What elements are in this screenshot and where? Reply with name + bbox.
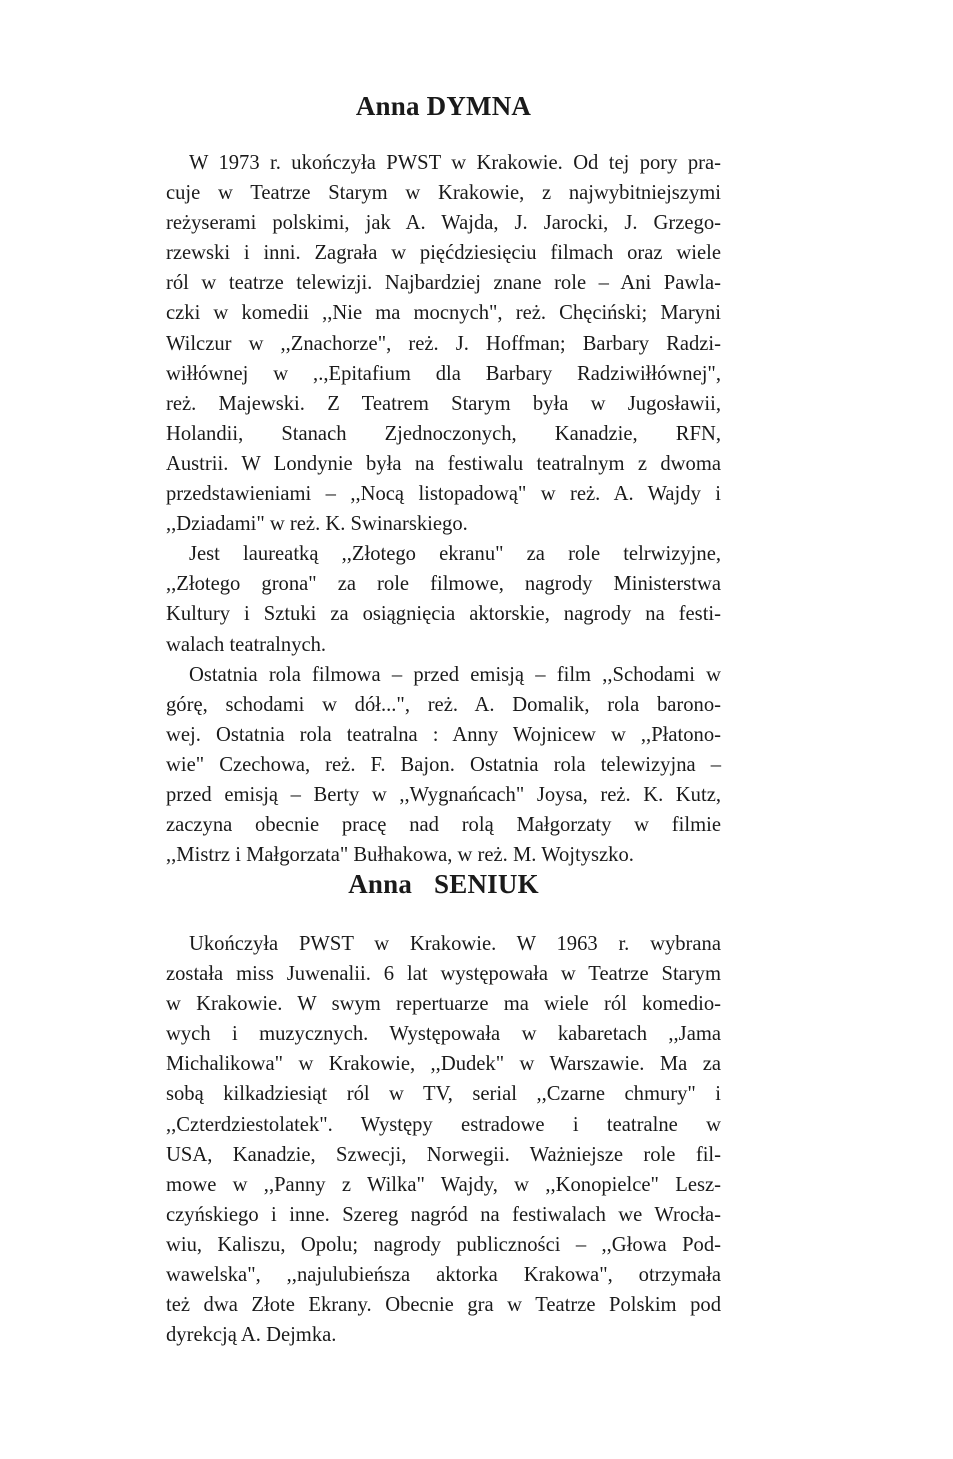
biography-dymna (166, 148, 721, 870)
section-heading-seniuk (166, 869, 721, 899)
text-line: w Krakowie. W swym repertuarze ma wiele ról komedio- (166, 993, 721, 1016)
text-line: ,,Dziadami" w reż. K. Swinarskiego. (166, 513, 468, 536)
heading-last-name: SENIUK (434, 869, 539, 899)
section-heading-dymna (166, 91, 721, 121)
bio-paragraph (166, 539, 721, 659)
text-line: Jest laureatką ,,Złotego ekranu" za role telrwizyjne, (189, 543, 721, 566)
text-line: USA, Kanadzie, Szwecji, Norwegii. Ważniejsze role fil- (166, 1143, 721, 1166)
text-line: wiu, Kaliszu, Opolu; nagrody publiczności – ,,Głowa Pod- (166, 1233, 721, 1256)
text-line: Ukończyła PWST w Krakowie. W 1963 r. wybrana (189, 933, 721, 955)
text-line: Kultury i Sztuki za osiągnięcia aktorskie, nagrody na festi- (166, 603, 721, 626)
text-line: Holandii, Stanach Zjednoczonych, Kanadzie, RFN, (166, 422, 721, 445)
text-line: reż. Majewski. Z Teatrem Starym była w Jugosławii, (166, 392, 721, 415)
text-line: wych i muzycznych. Występowała w kabaretach ,,Jama (166, 1023, 721, 1046)
text-line: walach teatralnych. (166, 633, 327, 656)
text-line: W 1973 r. ukończyła PWST w Krakowie. Od tej pory pra- (189, 152, 721, 174)
text-line: Michalikowa" w Krakowie, ,,Dudek" w Warszawie. Ma za (166, 1053, 721, 1076)
text-line: rzewski i inni. Zagrała w pięćdziesięciu filmach oraz wiele (166, 242, 721, 265)
text-line: dyrekcją A. Dejmka. (166, 1324, 337, 1347)
text-line: wawelska", ,,najulubieńsza aktorka Krakowa", otrzymała (166, 1264, 721, 1287)
text-line: czki w komedii ,,Nie ma mocnych", reż. Chęciński; Maryni (166, 302, 721, 325)
text-line: Ostatnia rola filmowa – przed emisją – film ,,Schodami w (189, 663, 721, 686)
text-line: mowe w ,,Panny z Wilka" Wajdy, w ,,Konopielce" Lesz- (166, 1173, 721, 1196)
heading-last-name: DYMNA (426, 91, 532, 121)
text-line: ról w teatrze telewizji. Najbardziej znane role – Ani Pawla- (166, 272, 721, 295)
text-line: Austrii. W Londynie była na festiwalu teatralnym z dwoma (166, 452, 721, 475)
text-line: też dwa Złote Ekrany. Obecnie gra w Teatrze Polskim pod (166, 1294, 721, 1317)
text-line: zaczyna obecnie pracę nad rolą Małgorzaty w filmie (166, 814, 721, 837)
text-line: ,,Czterdziestolatek". Występy estradowe i teatralne w (166, 1113, 721, 1136)
text-line: wiłłównej w ,.,Epitafium dla Barbary Radziwiłłównej", (166, 362, 721, 385)
text-line: sobą kilkadziesiąt ról w TV, serial ,,Czarne chmury" i (166, 1083, 721, 1106)
heading-first-name: Anna (355, 91, 420, 121)
text-line: została miss Juwenalii. 6 lat występowała w Teatrze Starym (166, 963, 721, 986)
bio-paragraph (166, 148, 721, 539)
text-line: Wilczur w ,,Znachorze", reż. J. Hoffman; Barbary Radzi- (166, 332, 721, 355)
text-line: ,,Złotego grona" za role filmowe, nagrody Ministerstwa (166, 573, 721, 596)
text-line: czyńskiego i inne. Szereg nagród na festiwalach we Wrocła- (166, 1203, 721, 1226)
text-line: przed emisją – Berty w ,,Wygnańcach" Joysa, reż. K. Kutz, (166, 783, 721, 806)
text-line: wie" Czechowa, reż. F. Bajon. Ostatnia rola telewizyjna – (166, 753, 721, 776)
text-line: przedstawieniami – ,,Nocą listopadową" w reż. A. Wajdy i (166, 483, 721, 506)
bio-paragraph (166, 660, 721, 871)
text-line: wej. Ostatnia rola teatralna : Anny Wojnicew w ,,Płatono- (166, 723, 721, 746)
text-line: cuje w Teatrze Starym w Krakowie, z najwybitniejszymi (166, 182, 721, 205)
text-line: reżyserami polskimi, jak A. Wajda, J. Jarocki, J. Grzego- (166, 212, 721, 235)
text-line: ,,Mistrz i Małgorzata" Bułhakowa, w reż. M. Wojtyszko. (166, 844, 634, 867)
heading-first-name: Anna (348, 869, 413, 899)
bio-paragraph (166, 929, 721, 1350)
biography-seniuk (166, 929, 721, 1350)
text-line: górę, schodami w dół...", reż. A. Domalik, rola barono- (166, 693, 721, 716)
